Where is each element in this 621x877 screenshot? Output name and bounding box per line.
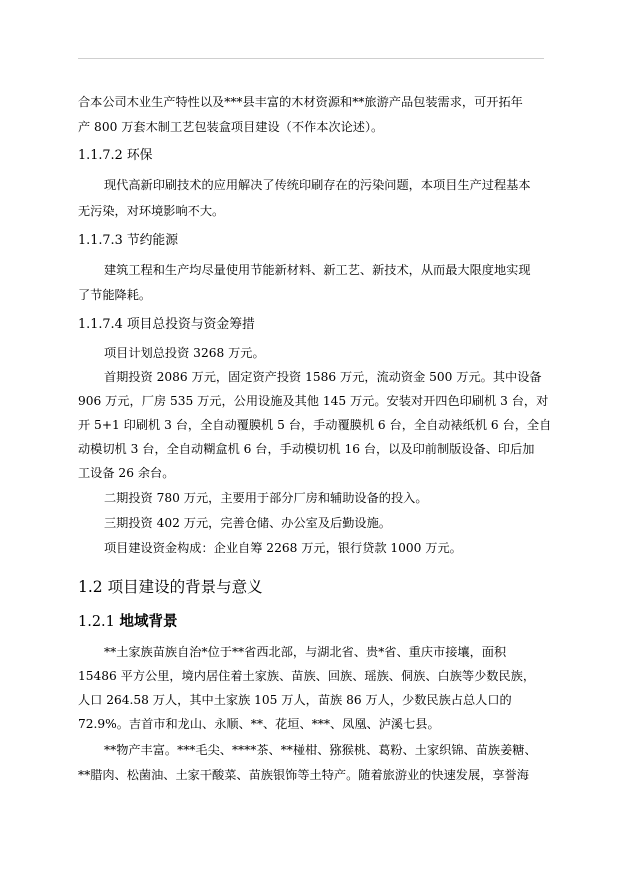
paragraph-line: 906 万元，厂房 535 万元，公用设施及其他 145 万元。安装对开四色印刷机 3 台，对 (78, 394, 549, 408)
paragraph-line: 工设备 26 余台。 (78, 466, 175, 480)
paragraph-line: 三期投资 402 万元，完善仓储、办公室及后勤设施。 (104, 516, 391, 530)
paragraph-line: **腊肉、松菌油、土家干酸菜、苗族银饰等土特产。随着旅游业的快速发展，享誉海 (78, 768, 529, 782)
section-heading-1-2: 1.2 项目建设的背景与意义 (78, 578, 263, 596)
paragraph-line: 合本公司木业生产特性以及***县丰富的木材资源和**旅游产品包装需求，可开拓年 (78, 95, 523, 109)
paragraph-line: **土家族苗族自治*位于**省西北部，与湖北省、贵*省、重庆市接壤，面积 (104, 645, 507, 659)
paragraph-line: 了节能降耗。 (78, 288, 152, 302)
header-rule (78, 58, 544, 59)
section-title: 地域背景 (119, 614, 178, 630)
paragraph-line: 二期投资 780 万元，主要用于部分厂房和辅助设备的投入。 (104, 491, 428, 505)
section-heading-1-2-1 (78, 612, 178, 632)
paragraph-line: 人口 264.58 万人，其中土家族 105 万人，苗族 86 万人，少数民族占总人口的 (78, 693, 512, 707)
paragraph-line: 现代高新印刷技术的应用解决了传统印刷存在的污染问题，本项目生产过程基本 (104, 178, 531, 192)
paragraph-line: 72.9%。吉首市和龙山、永顺、**、花垣、***、凤凰、泸溪七县。 (78, 717, 440, 731)
paragraph-line: **物产丰富。***毛尖、****茶、**椪柑、猕猴桃、葛粉、土家织锦、苗族姜糖、 (104, 743, 537, 757)
section-heading-1-1-7-2: 1.1.7.2 环保 (78, 148, 153, 163)
paragraph-line: 建筑工程和生产均尽量使用节能新材料、新工艺、新技术，从而最大限度地实现 (104, 263, 531, 277)
paragraph-line: 首期投资 2086 万元，固定资产投资 1586 万元，流动资金 500 万元。其中设备 (104, 370, 542, 384)
section-heading-1-1-7-3: 1.1.7.3 节约能源 (78, 233, 179, 248)
paragraph-line: 项目建设资金构成：企业自筹 2268 万元，银行贷款 1000 万元。 (104, 541, 462, 555)
paragraph-line: 动模切机 3 台，全自动糊盒机 6 台，手动模切机 16 台，以及印前制版设备、印后加 (78, 442, 535, 456)
paragraph-line: 无污染，对环境影响不大。 (78, 204, 225, 218)
section-heading-1-1-7-4: 1.1.7.4 项目总投资与资金筹措 (78, 317, 255, 332)
paragraph-line: 项目计划总投资 3268 万元。 (104, 346, 265, 360)
paragraph-line: 开 5+1 印刷机 3 台，全自动覆膜机 5 台，手动覆膜机 6 台，全自动裱纸机 6 台，全自 (78, 418, 552, 432)
paragraph-line: 产 800 万套木制工艺包装盒项目建设（不作本次论述）。 (78, 120, 384, 134)
paragraph-line: 15486 平方公里，境内居住着土家族、苗族、回族、瑶族、侗族、白族等少数民族， (78, 669, 536, 683)
section-number: 1.2.1 (78, 614, 120, 630)
